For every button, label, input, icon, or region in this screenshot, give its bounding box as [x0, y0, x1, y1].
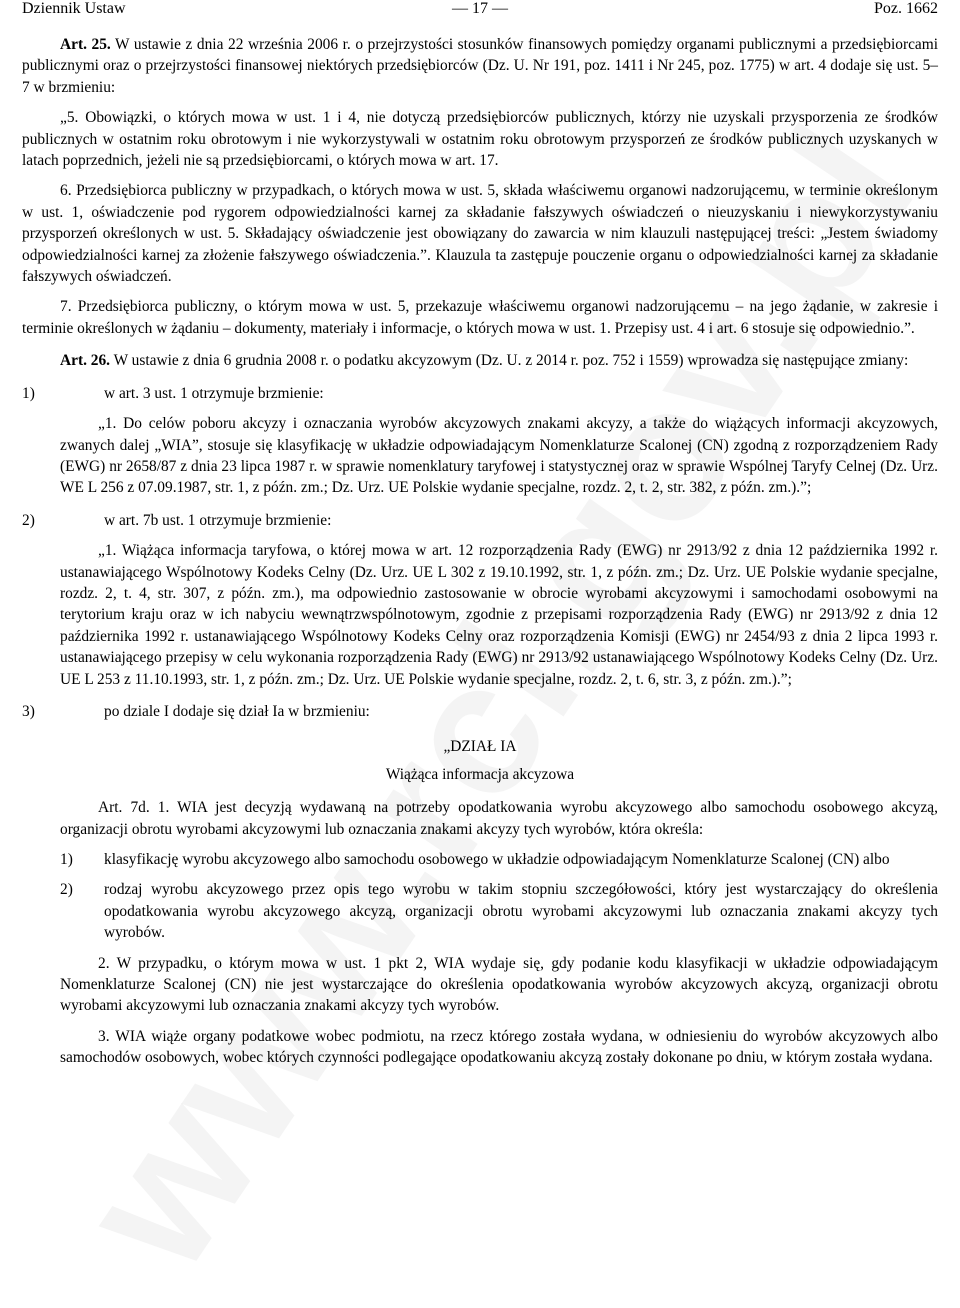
quoted-ust-6: 6. Przedsiębiorca publiczny w przypadkach, o których mowa w ust. 5, składa właściwemu organowi nadzorującemu, w terminie określonym w ust. 1, oświadczenie pod rygorem odpowiedzialności karnej za składanie fałszywych oświadczeń o nieuzyskaniu i niewykorzystywaniu przysporzeń określonych w ust. 5. Składający oświadczenie jest obowiązany do zawarcia w nim klauzuli następującej treści: „Jestem świadomy odpowiedzialności karnej za złożenie fałszywego oświadczenia.”. Klauzula ta zastępuje pouczenie organu o odpowiedzialności karnej za składanie fałszywych oświadczeń. [22, 182, 938, 286]
subitem-text: klasyfikację wyrobu akcyzowego albo samochodu osobowego w układzie odpowiadającym Nomenklaturze Scalonej (CN) albo [104, 851, 890, 868]
item-number: 3) [22, 702, 35, 720]
quoted-ust-5: „5. Obowiązki, o których mowa w ust. 1 i 4, nie dotyczą przedsiębiorców publicznych, którzy nie uzyskali przysporzenia ze środków publicznych w ostatnim roku obrotowym i nie wykorzystywali w ostatnim roku obrotowym przysporzeń ze środków publicznych uzyskanych w latach poprzednich, jeżeli nie są przedsiębiorcami, o których mowa w art. 17. [22, 109, 938, 170]
change-item-1 [22, 383, 938, 404]
page-header [0, 0, 960, 20]
item-text: w art. 3 ust. 1 otrzymuje brzmienie: [104, 384, 324, 402]
item-number: 1) [22, 384, 35, 402]
subitem-2 [22, 879, 938, 943]
article-25-text: W ustawie z dnia 22 września 2006 r. o przejrzystości stosunków finansowych pomiędzy organami publicznymi a przedsiębiorcami publicznymi oraz o przejrzystości finansowej niektórych przedsiębiorców (Dz. U. Nr 191, poz. 1411 i Nr 245, poz. 1775) w art. 4 dodaje się ust. 5–7 w brzmieniu: [22, 36, 938, 96]
article-26-paragraph [22, 350, 938, 371]
subitem-number: 1) [60, 851, 73, 868]
article-26-label: Art. 26. [60, 352, 111, 370]
item-text: w art. 7b ust. 1 otrzymuje brzmienie: [104, 511, 332, 529]
quoted-ust-7: 7. Przedsiębiorca publiczny, o którym mowa w ust. 5, przekazuje właściwemu organowi nadzorującemu – na jego żądanie, w zakresie i terminie określonych w żądaniu – dokumenty, materiały i informacje, o których mowa w ust. 1. Przepisy ust. 4 i art. 6 stosuje się odpowiednio.”. [22, 298, 938, 337]
art-7d-ust-1: Art. 7d. 1. WIA jest decyzją wydawaną na potrzeby opodatkowania wyrobu akcyzowego albo samochodu osobowego akcyzą, organizacji obrotu wyrobami akcyzowymi lub oznaczania znakami akcyzy tych wyrobów, która określa: [60, 799, 938, 838]
subitem-text: rodzaj wyrobu akcyzowego przez opis tego wyrobu w takim stopniu szczegółowości, który jest wystarczający do określenia opodatkowania wyrobu akcyzowego akcyzą, organizacji obrotu wyrobami akcyzowymi lub oznaczania znakami akcyzy tych wyrobów. [104, 881, 938, 942]
section-subtitle: Wiążąca informacja akcyzowa [385, 765, 575, 783]
subitem-1 [22, 849, 938, 870]
item-number: 2) [22, 511, 35, 529]
quoted-art-3-ust-1: „1. Do celów poboru akcyzy i oznaczania wyrobów akcyzowych znakami akcyzy, a także do wiążących informacji akcyzowych, zwanych dalej „WIA”, stosuje się klasyfikację w układzie odpowiadającym Nomenklaturze Scalonej (CN) zgodną z rozporządzeniem Rady (EWG) nr 2658/87 z dnia 23 lipca 1987 r. w sprawie nomenklatury taryfowej i statystycznej oraz w sprawie Wspólnej Taryfy Celnej (Dz. Urz. WE L 256 z 07.09.1987, str. 1, z późn. zm.; Dz. Urz. UE Polskie wydanie specjalne, rozdz. 2, t. 2, str. 382, z późn. zm.).”; [60, 415, 938, 497]
position-number: Poz. 1662 [874, 0, 938, 17]
section-title: „DZIAŁ IA [443, 738, 517, 756]
art-7d-ust-2: 2. W przypadku, o którym mowa w ust. 1 pkt 2, WIA wydaje się, gdy podanie kodu klasyfikacji w układzie odpowiadającym Nomenklaturze Scalonej (CN) nie jest wystarczające do określenia opodatkowania wyrobów akcyzowych akcyzą, organizacji obrotu wyrobami akcyzowymi lub oznaczania znakami akcyzy tych wyrobów. [60, 954, 938, 1015]
change-item-2 [22, 510, 938, 531]
subitem-number: 2) [60, 881, 73, 899]
quoted-art-7b-ust-1: „1. Wiążąca informacja taryfowa, o której mowa w art. 12 rozporządzenia Rady (EWG) nr 2913/92 z dnia 12 października 1992 r. ustanawiającego Wspólnotowy Kodeks Celny (Dz. Urz. UE L 302 z 19.10.1992, str. 1, z późn. zm.; Dz. Urz. UE Polskie wydanie specjalne, rozdz. 2, t. 4, str. 307, z późn. zm.), ma odpowiednio zastosowanie w obrocie wyrobami akcyzowymi i samochodami osobowymi na terytorium kraju oraz w ich nabyciu wewnątrzwspólnotowym, zgodnie z przepisami rozporządzenia Rady (EWG) nr 2913/92 z dnia 12 października 1992 r. ustanawiającego Wspólnotowy Kodeks Celny oraz rozporządzenia Komisji (EWG) nr 2454/93 z dnia 2 lipca 1993 r. ustanawiającego przepisy w celu wykonania rozporządzenia Rady (EWG) nr 2913/92 ustanawiającego Wspólnotowy Kodeks Celny (Dz. Urz. UE L 253 z 11.10.1993, str. 1, z późn. zm.; Dz. Urz. UE Polskie wydanie specjalne, rozdz. 2, t. 6, str. 3, z późn. zm.).”; [60, 542, 938, 688]
page-number: — 17 — [452, 0, 508, 17]
article-26-text: W ustawie z dnia 6 grudnia 2008 r. o podatku akcyzowym (Dz. U. z 2014 r. poz. 752 i 1559) wprowadza się następujące zmiany: [110, 352, 909, 370]
art-7d-ust-3: 3. WIA wiąże organy podatkowe wobec podmiotu, na rzecz którego została wydana, w odniesieniu do wyrobów akcyzowych albo samochodów osobowych, wobec których czynności podlegające opodatkowaniu akcyzą zostały dokonane po dniu, w którym została wydana. [60, 1027, 938, 1067]
article-25-label: Art. 25. [60, 36, 111, 53]
item-text: po dziale I dodaje się dział Ia w brzmieniu: [104, 702, 370, 720]
article-25-paragraph [22, 34, 938, 98]
journal-title: Dziennik Ustaw [22, 0, 126, 17]
change-item-3 [22, 701, 938, 722]
document-body [22, 34, 938, 1069]
